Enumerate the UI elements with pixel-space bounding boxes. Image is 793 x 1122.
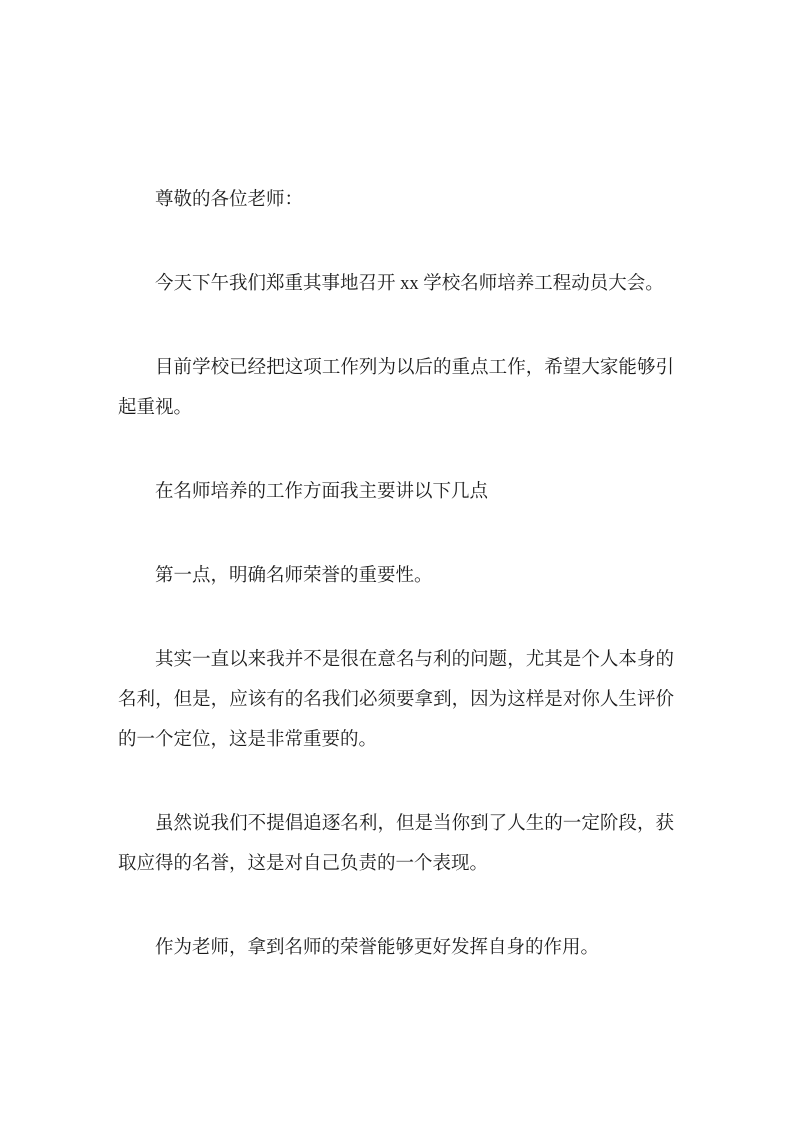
paragraph-salutation: 尊敬的各位老师：	[155, 190, 304, 210]
paragraph: 第一点，明确名师荣誉的重要性。	[155, 566, 433, 586]
document-body	[118, 180, 674, 968]
paragraph: 其实一直以来我并不是很在意名与利的问题，尤其是个人本身的名利，但是，应该有的名我们必须要拿到，因为这样是对你人生评价的一个定位，这是非常重要的。	[118, 650, 674, 750]
paragraph: 作为老师，拿到名师的荣誉能够更好发挥自身的作用。	[155, 938, 600, 958]
paragraph: 虽然说我们不提倡追逐名利，但是当你到了人生的一定阶段，获取应得的名誉，这是对自己负责的一个表现。	[118, 814, 674, 874]
paragraph: 目前学校已经把这项工作列为以后的重点工作，希望大家能够引起重视。	[118, 358, 674, 418]
paragraph: 在名师培养的工作方面我主要讲以下几点	[155, 482, 489, 502]
paragraph: 今天下午我们郑重其事地召开 xx 学校名师培养工程动员大会。	[155, 274, 664, 294]
